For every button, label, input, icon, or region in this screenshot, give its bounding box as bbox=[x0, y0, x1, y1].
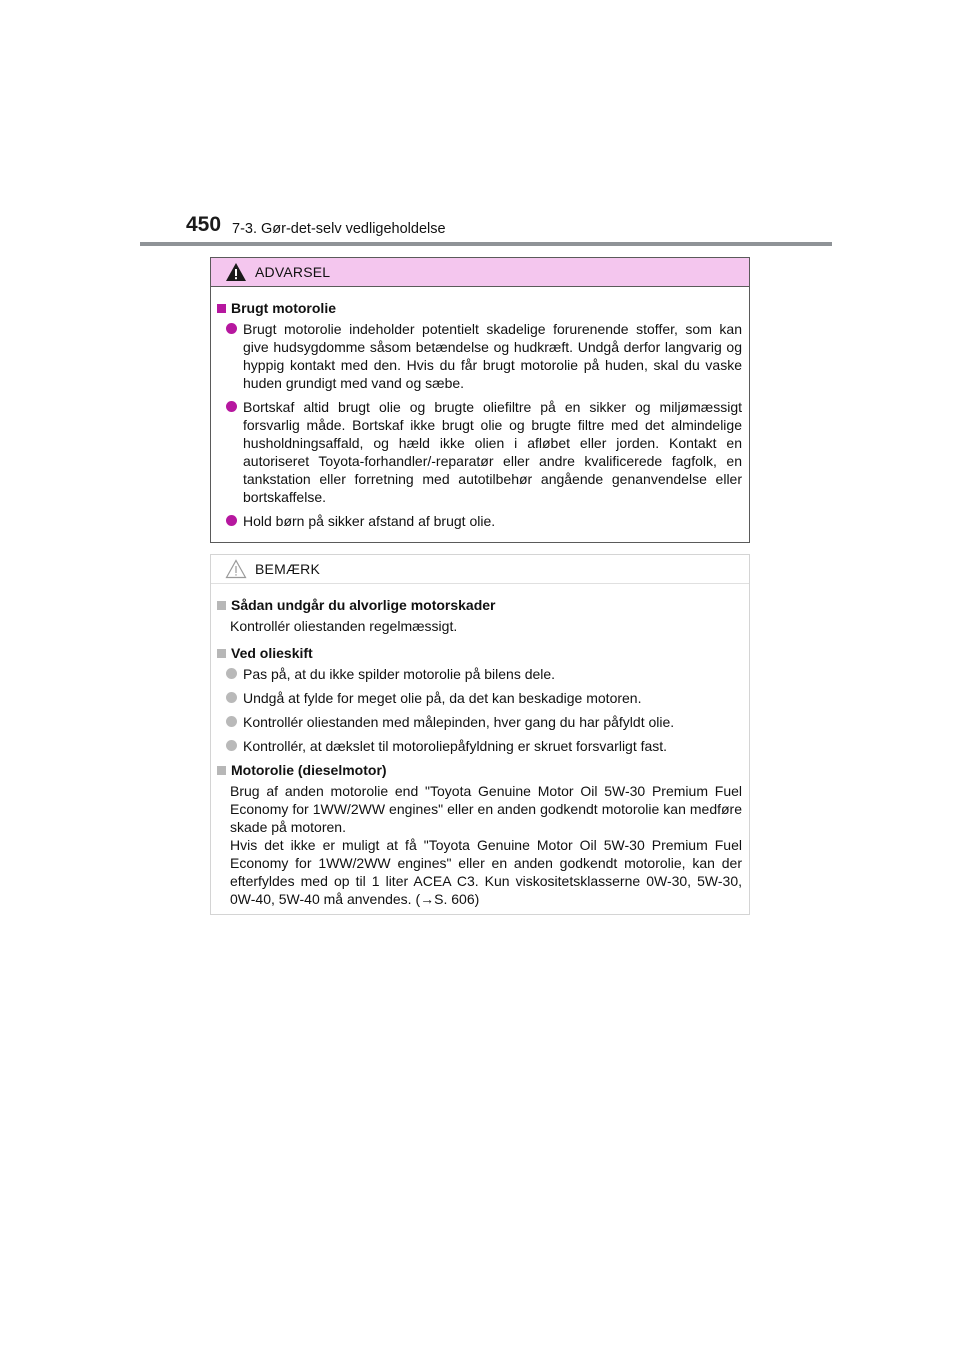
notice-label: BEMÆRK bbox=[255, 561, 320, 577]
round-bullet-icon bbox=[226, 515, 237, 526]
round-bullet-icon bbox=[226, 740, 237, 751]
list-item bbox=[226, 689, 742, 707]
square-bullet-icon bbox=[217, 649, 226, 658]
list-item bbox=[226, 398, 742, 506]
list-item-text: Hold børn på sikker afstand af brugt olie. bbox=[243, 513, 496, 529]
warning-header bbox=[211, 258, 749, 287]
header-rule bbox=[140, 242, 832, 246]
warning-label: ADVARSEL bbox=[255, 264, 331, 280]
notice-paragraph: Kontrollér oliestanden regelmæssigt. bbox=[230, 618, 458, 634]
page-number: 450 bbox=[186, 213, 222, 236]
list-item-text: Brugt motorolie indeholder potentielt skadelige forurenende stoffer, som kan give hudsygdomme såsom betændelse og hudkræft. Undgå derfor langvarig og hyppig kontakt med den. Hvis du får brugt motorolie på huden, skal du vaske huden grundigt med vand og sæbe. bbox=[243, 321, 742, 391]
list-item bbox=[226, 320, 742, 392]
round-bullet-icon bbox=[226, 323, 237, 334]
warning-triangle-icon bbox=[225, 262, 247, 282]
square-bullet-icon bbox=[217, 766, 226, 775]
notice-section-title-text: Ved olieskift bbox=[231, 645, 313, 661]
notice-section-title bbox=[217, 761, 742, 779]
notice-section-title-text: Sådan undgår du alvorlige motorskader bbox=[231, 597, 496, 613]
notice-section-title-text: Motorolie (dieselmotor) bbox=[231, 762, 387, 778]
warning-body bbox=[211, 287, 749, 530]
notice-paragraph: Hvis det ikke er muligt at få "Toyota Genuine Motor Oil 5W-30 Premium Fuel Economy for 1WW/2WW engines" eller en anden godkendt motorolie, kan der efterfyldes med op til 1 liter ACEA C3. Kun viskositetsklasserne 0W-30, 5W-30, 0W-40, 5W-40 må anvendes. (→S. 606) bbox=[230, 837, 742, 907]
notice-section-title bbox=[217, 644, 742, 662]
square-bullet-icon bbox=[217, 601, 226, 610]
notice-header bbox=[211, 555, 749, 584]
round-bullet-icon bbox=[226, 692, 237, 703]
warning-box bbox=[210, 257, 750, 543]
section-title: 7-3. Gør-det-selv vedligeholdelse bbox=[232, 221, 446, 237]
list-item bbox=[226, 737, 742, 755]
list-item-text: Kontrollér, at dækslet til motoroliepåfyldning er skruet forsvarligt fast. bbox=[243, 738, 668, 754]
warning-section-title bbox=[217, 299, 742, 317]
list-item bbox=[226, 665, 742, 683]
notice-section-title bbox=[217, 596, 742, 614]
warning-section-title-text: Brugt motorolie bbox=[231, 300, 336, 316]
round-bullet-icon bbox=[226, 668, 237, 679]
square-bullet-icon bbox=[217, 304, 226, 313]
list-item-text: Pas på, at du ikke spilder motorolie på bilens dele. bbox=[243, 666, 556, 682]
list-item-text: Kontrollér oliestanden med målepinden, hver gang du har påfyldt olie. bbox=[243, 714, 675, 730]
list-item bbox=[226, 512, 742, 530]
notice-triangle-icon bbox=[225, 559, 247, 579]
round-bullet-icon bbox=[226, 401, 237, 412]
list-item bbox=[226, 713, 742, 731]
round-bullet-icon bbox=[226, 716, 237, 727]
notice-box bbox=[210, 554, 750, 915]
notice-paragraph: Brug af anden motorolie end "Toyota Genuine Motor Oil 5W-30 Premium Fuel Economy for 1WW/2WW engines" eller en anden godkendt motorolie kan medføre skade på motoren. bbox=[230, 783, 742, 835]
list-item-text: Bortskaf altid brugt olie og brugte oliefiltre på en sikker og miljømæssigt forsvarlig måde. Bortskaf ikke brugt olie og brugte filtre med det almindelige husholdningsaffald, og hæld ikke olien i afløbet eller jorden. Kontakt en autoriseret Toyota-forhandler/-reparatør eller andre kvalificerede fagfolk, en tankstation eller forretning med autotilbehør angående genanvendelse eller bortskaffelse. bbox=[243, 399, 742, 505]
list-item-text: Undgå at fylde for meget olie på, da det kan beskadige motoren. bbox=[243, 690, 642, 706]
notice-body bbox=[211, 584, 749, 908]
